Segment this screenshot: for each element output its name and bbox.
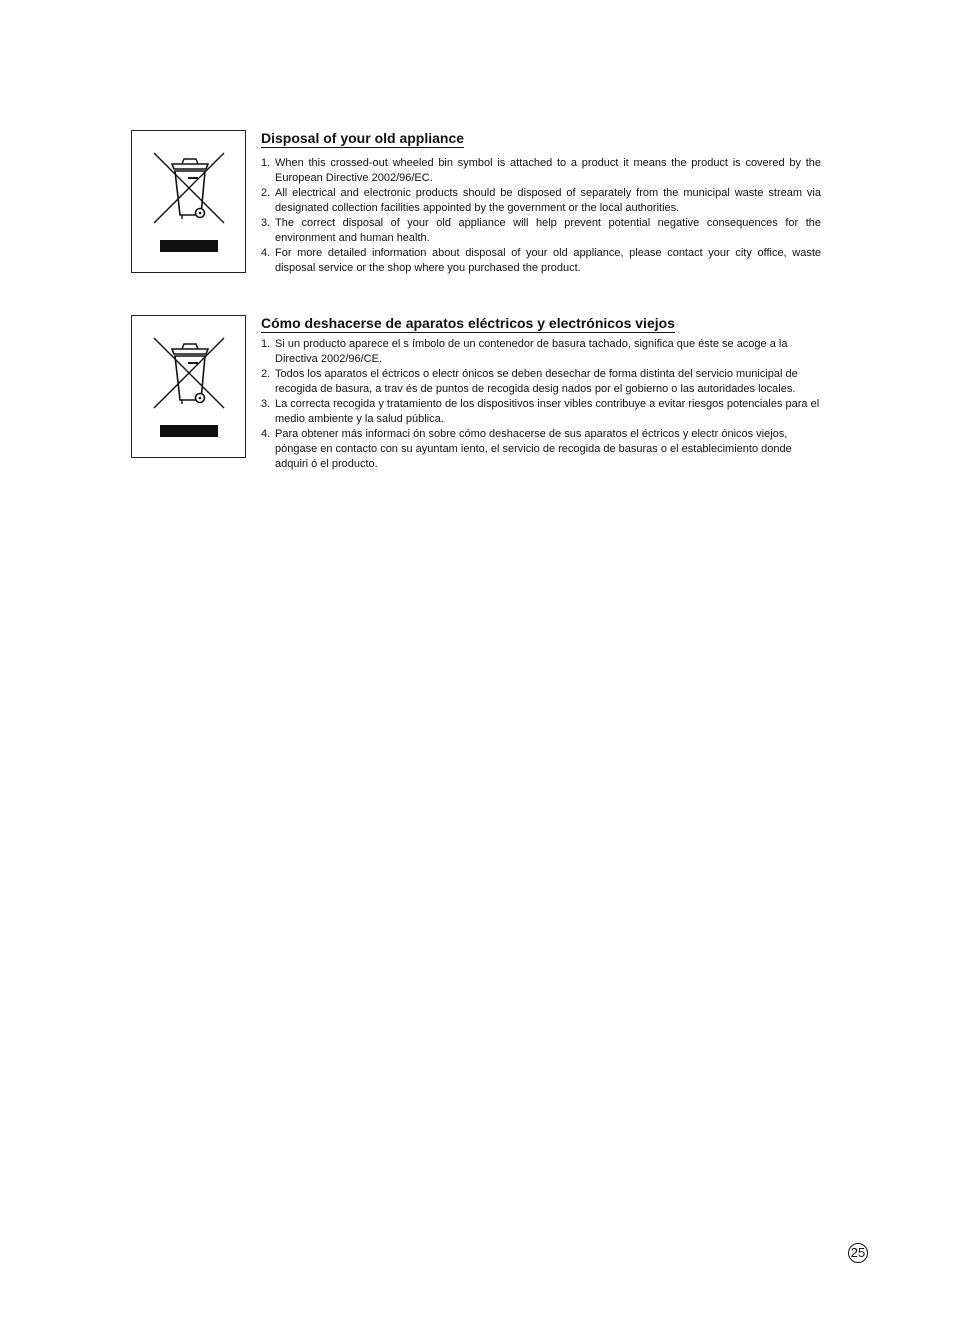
instruction-list-es xyxy=(261,337,821,472)
list-item: 4. For more detailed information about disposal of your old appliance, please contact your city office, waste disposal service or the shop where you purchased the product. xyxy=(261,247,821,274)
list-item: 4. Para obtener más informaci ón sobre cómo deshacerse de sus aparatos el éctricos y electr ónicos viejos, póngase en contacto con su ayuntam iento, el servicio de recogida de basuras o el establecimiento donde adquiri ó el producto. xyxy=(261,428,792,470)
list-item: 1. Si un producto aparece el s ímbolo de un contenedor de basura tachado, significa que éste se acoge a la Directiva 2002/96/CE. xyxy=(261,338,788,365)
disposal-text-en xyxy=(261,130,821,276)
section-heading-es: Cómo deshacerse de aparatos eléctricos y electrónicos viejos xyxy=(261,315,675,331)
section-heading-en: Disposal of your old appliance xyxy=(261,130,465,146)
weee-symbol-box xyxy=(131,315,246,458)
crossed-out-wheeled-bin-icon xyxy=(132,316,245,457)
instruction-list-en xyxy=(261,156,821,276)
crossed-out-wheeled-bin-icon xyxy=(132,131,245,272)
list-item: 2. All electrical and electronic products should be disposed of separately from the municipal waste stream via designated collection facilities appointed by the government or the local authorities. xyxy=(261,187,821,214)
list-item: 3. The correct disposal of your old appliance will help prevent potential negative consequences for the environment and human health. xyxy=(261,217,821,244)
weee-symbol-box xyxy=(131,130,246,273)
list-item: 1. When this crossed-out wheeled bin symbol is attached to a product it means the product is covered by the European Directive 2002/96/EC. xyxy=(261,157,821,184)
list-item: 2. Todos los aparatos el éctricos o electr ónicos se deben desechar de forma distinta del servicio municipal de recogida de basura, a trav és de puntos de recogida desig nados por el gobierno o las autoridades locales. xyxy=(261,368,798,395)
disposal-text-es xyxy=(261,315,821,472)
page-number: 25 xyxy=(848,1243,868,1263)
list-item: 3. La correcta recogida y tratamiento de los dispositivos inser vibles contribuye a evitar riesgos potenciales para el medio ambiente y la salud pública. xyxy=(261,398,820,425)
